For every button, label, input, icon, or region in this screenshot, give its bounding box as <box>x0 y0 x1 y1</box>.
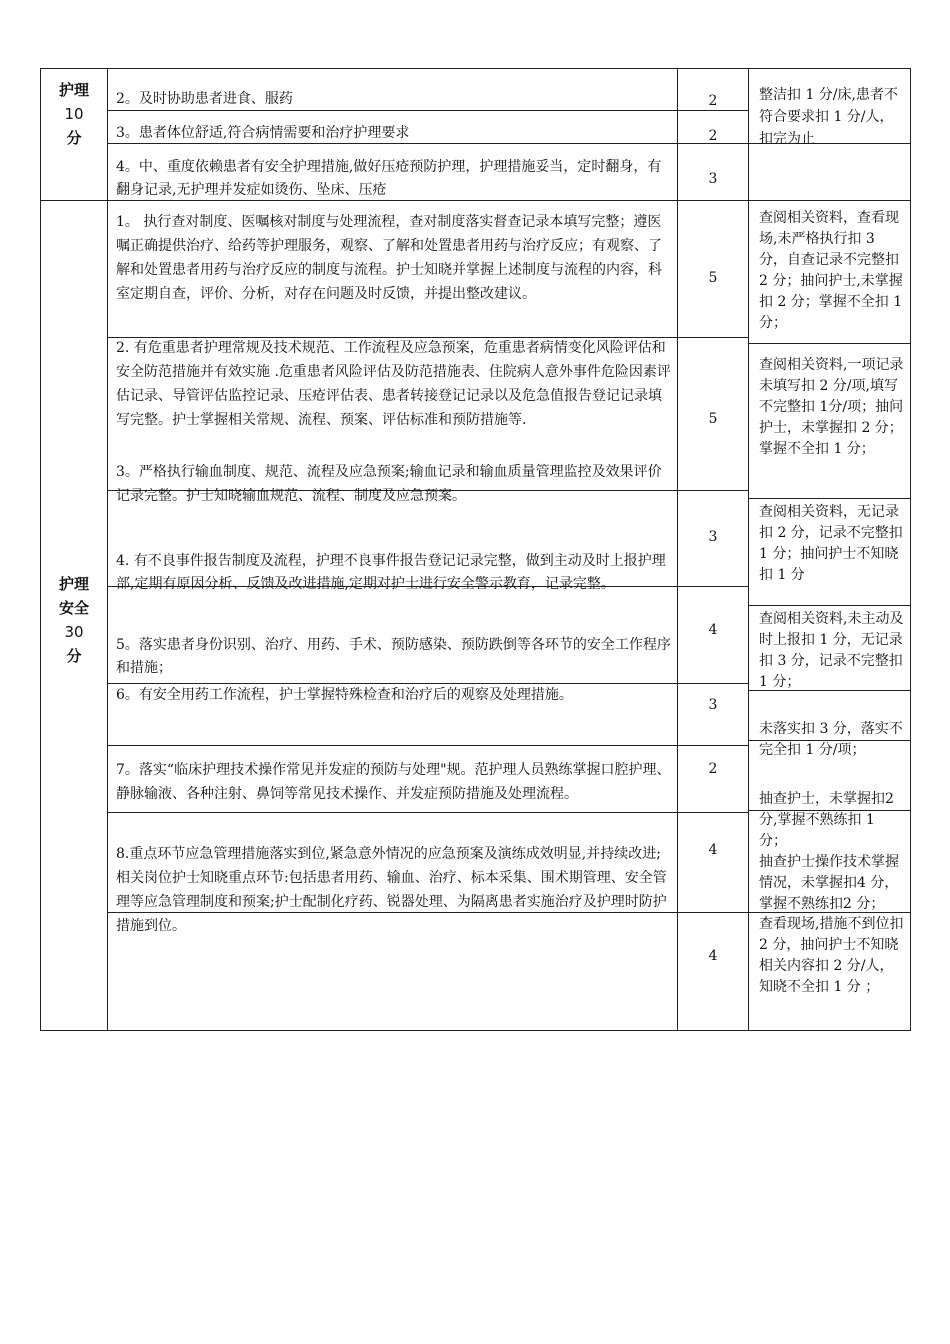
row-divider <box>107 812 748 813</box>
row-divider <box>107 745 748 746</box>
category-line: 分 <box>66 129 82 147</box>
category-line: 10 <box>64 105 84 123</box>
category-line: 分 <box>66 647 82 665</box>
category-line: 护理 <box>58 81 89 99</box>
requirement-text: 4。中、重度依赖患者有安全护理措施,做好压疮预防护理，护理措施妥当，定时翻身，有翻身记录,无护理并发症如烫伤、坠床、压疮 <box>116 159 662 198</box>
deduction-note: 抽查护士，未掌握扣2 分,掌握不熟练扣 1 分； <box>759 791 894 849</box>
requirement-text: 3。患者体位舒适,符合病情需要和治疗护理要求 <box>116 125 410 141</box>
category-label <box>48 572 100 668</box>
category-line: 安全 <box>58 599 89 617</box>
table-border <box>40 1030 910 1031</box>
deduction-note: 未落实扣 3 分，落实不完全扣 1 分/项； <box>759 721 903 758</box>
note-divider <box>748 605 910 606</box>
requirement-text: 8.重点环节应急管理措施落实到位,紧急意外情况的应急预案及演练成效明显,并持续改进;相关岗位护士知晓重点环节:包括患者用药、输血、治疗、标本采集、围术期管理、安全管理等应急管理制度和预案;护士配制化疗药、锐器处理、为隔离患者实施治疗及护理时防护措施到位。 <box>116 846 667 934</box>
table-border <box>910 68 911 1031</box>
table-border <box>677 68 678 1031</box>
deduction-note: 抽查护士操作技术掌握情况，未掌握扣4 分，掌握不熟练扣2 分； <box>759 854 899 912</box>
score-value: 5 <box>708 411 718 427</box>
score-value: 2 <box>708 761 718 777</box>
requirement-text: 2. 有危重患者护理常规及技术规范、工作流程及应急预案，危重患者病情变化风险评估和安全防范措施并有效实施 .危重患者风险评估及防范措施表、住院病人意外事件危险因素评估记录、导管评估监控记录、压疮评估表、患者转接登记记录以及危急值报告登记记录填写完整。护士掌握相关常规、流程、预案、评估标准和预防措施等. <box>116 340 671 428</box>
requirement-text: 3。严格执行输血制度、规范、流程及应急预案;输血记录和输血质量管理监控及效果评价记录完整。护士知晓输血规范、流程、制度及应急预案。 <box>116 464 662 504</box>
table-border <box>748 68 749 1031</box>
score-value: 5 <box>708 270 718 286</box>
deduction-note: 查阅相关资料，无记录扣 2 分，记录不完整扣 1 分；抽问护士不知晓扣 1 分 <box>759 504 903 583</box>
deduction-note: 查阅相关资料,未主动及时上报扣 1 分，无记录扣 3 分，记录不完整扣 1 分； <box>759 611 904 690</box>
score-value: 2 <box>708 93 718 109</box>
deduction-note: 整洁扣 1 分/床,患者不符合要求扣 1 分/人，扣完为止 <box>759 87 898 147</box>
score-value: 2 <box>708 128 718 144</box>
score-value: 4 <box>708 948 718 964</box>
table-border <box>40 68 41 1031</box>
requirement-text: 6。有安全用药工作流程，护士掌握特殊检查和治疗后的观察及处理措施。 <box>116 687 573 703</box>
category-line: 30 <box>64 623 84 641</box>
note-divider <box>748 498 910 499</box>
table-border <box>107 68 108 1031</box>
note-divider <box>748 343 910 344</box>
score-value: 4 <box>708 842 718 858</box>
requirement-text: 7。落实“临床护理技术操作常见并发症的预防与处理"规。范护理人员熟练掌握口腔护理、静脉输液、各种注射、鼻饲等常见技术操作、并发症预防措施及处理流程。 <box>116 762 671 802</box>
requirement-text: 4. 有不良事件报告制度及流程，护理不良事件报告登记记录完整，做到主动及时上报护理部,定期有原因分析、反馈及改进措施,定期对护士进行安全警示教育，记录完整。 <box>116 553 666 592</box>
score-value: 3 <box>708 697 718 713</box>
table-border <box>40 68 910 69</box>
deduction-note: 查阅相关资料，查看现场,未严格执行扣 3 分，自查记录不完整扣 2 分；抽问护士,未掌握扣 2 分；掌握不全扣 1 分； <box>759 210 903 331</box>
requirement-text: 5。落实患者身份识别、治疗、用药、手术、预防感染、预防跌倒等各环节的安全工作程序和措施； <box>116 637 671 676</box>
category-label <box>48 78 100 150</box>
score-value: 3 <box>708 529 718 545</box>
requirement-text: 1。 执行查对制度、医嘱核对制度与处理流程，查对制度落实督查记录本填写完整；遵医嘱正确提供治疗、给药等护理服务，观察、了解和处置患者用药与治疗反应；有观察、了解和处置患者用药与治疗反应的制度与流程。护士知晓并掌握上述制度与流程的内容，科室定期自查，评价、分析，对存在问题及时反馈，并提出整改建议。 <box>116 214 662 302</box>
deduction-note: 查看现场,措施不到位扣 2 分，抽问护士不知晓相关内容扣 2 分/人，知晓不全扣 1 分 ； <box>759 916 904 995</box>
requirement-text: 2。及时协助患者进食、服药 <box>116 91 293 107</box>
category-line: 护理 <box>58 575 89 593</box>
deduction-note: 查阅相关资料,一项记录未填写扣 2 分/项,填写不完整扣 1分/项；抽问护士，未掌握扣 2 分；掌握不全扣 1 分； <box>759 357 904 457</box>
score-value: 3 <box>708 171 718 187</box>
score-value: 4 <box>708 622 718 638</box>
